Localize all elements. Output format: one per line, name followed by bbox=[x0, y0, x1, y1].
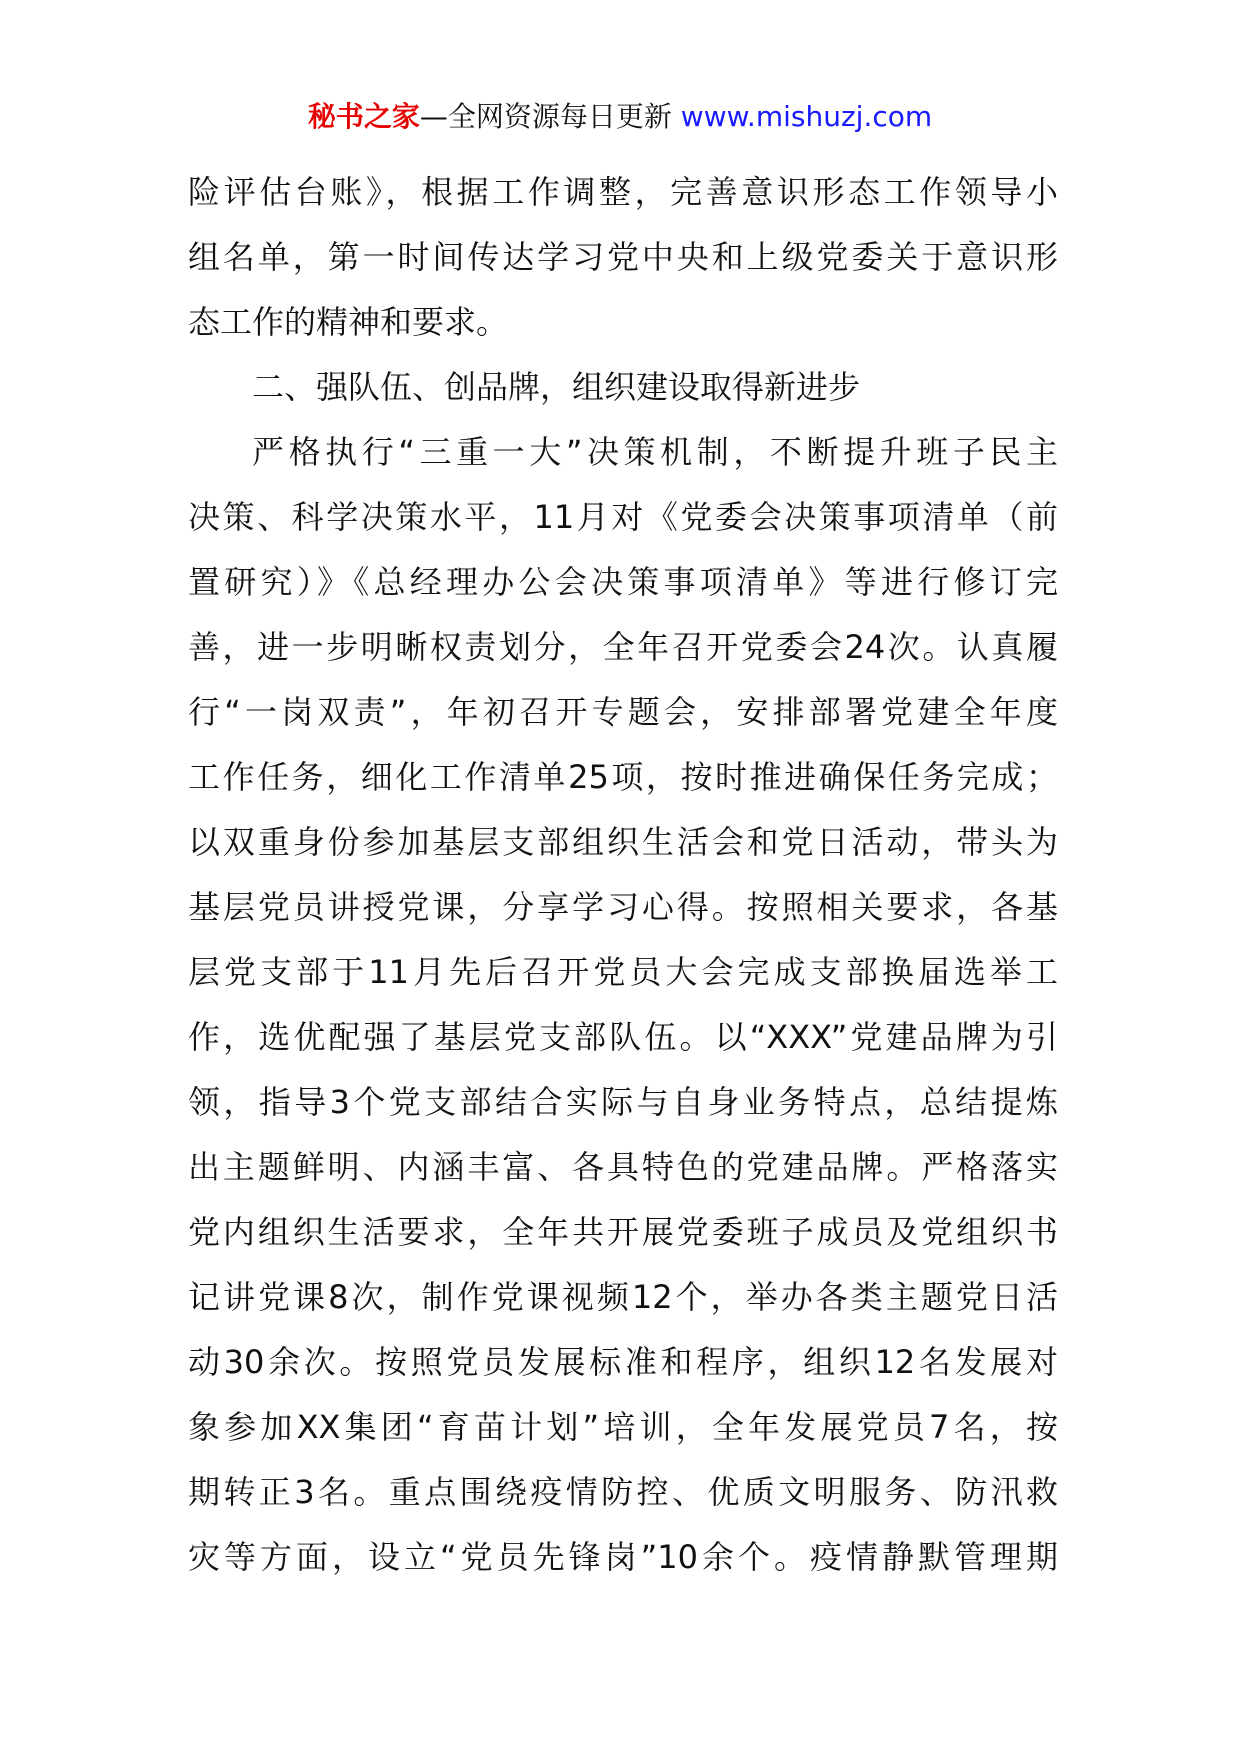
text-line: 严格执行“三重一大”决策机制，不断提升班子民主 bbox=[252, 433, 1058, 471]
text-line: 记讲党课8次，制作党课视频12个，举办各类主题党日活 bbox=[188, 1278, 1058, 1316]
text-line: 以双重身份参加基层支部组织生活会和党日活动，带头为 bbox=[188, 823, 1058, 861]
text-line: 善，进一步明晰权责划分，全年召开党委会24次。认真履 bbox=[188, 628, 1058, 666]
text-line: 作，选优配强了基层党支部队伍。以“XXX”党建品牌为引 bbox=[188, 1018, 1058, 1056]
text-line: 险评估台账》，根据工作调整，完善意识形态工作领导小 bbox=[188, 173, 1058, 211]
text-line: 灾等方面，设立“党员先锋岗”10余个。疫情静默管理期 bbox=[188, 1538, 1058, 1576]
text-line: 工作任务，细化工作清单25项，按时推进确保任务完成； bbox=[188, 758, 1058, 796]
brand-name: 秘书之家 bbox=[307, 100, 420, 133]
text-line: 出主题鲜明、内涵丰富、各具特色的党建品牌。严格落实 bbox=[188, 1148, 1058, 1186]
document-body bbox=[188, 160, 1058, 1590]
text-line: 决策、科学决策水平，11月对《党委会决策事项清单（前 bbox=[188, 498, 1058, 536]
text-line: 领，指导3个党支部结合实际与自身业务特点，总结提炼 bbox=[188, 1083, 1058, 1121]
section-heading: 二、强队伍、创品牌，组织建设取得新进步 bbox=[252, 368, 861, 406]
text-line: 层党支部于11月先后召开党员大会完成支部换届选举工 bbox=[188, 953, 1058, 991]
text-line: 党内组织生活要求，全年共开展党委班子成员及党组织书 bbox=[188, 1213, 1058, 1251]
text-line: 组名单，第一时间传达学习党中央和上级党委关于意识形 bbox=[188, 238, 1058, 276]
text-line: 期转正3名。重点围绕疫情防控、优质文明服务、防汛救 bbox=[188, 1473, 1058, 1511]
site-header bbox=[0, 98, 1240, 136]
site-url-link[interactable]: www.mishuzj.com bbox=[680, 100, 933, 133]
text-line: 行“一岗双责”，年初召开专题会，安排部署党建全年度 bbox=[188, 693, 1058, 731]
header-tagline: —全网资源每日更新 bbox=[419, 100, 672, 133]
text-line: 象参加XX集团“育苗计划”培训，全年发展党员7名，按 bbox=[188, 1408, 1058, 1446]
text-line: 态工作的精神和要求。 bbox=[188, 303, 509, 341]
text-line: 动30余次。按照党员发展标准和程序，组织12名发展对 bbox=[188, 1343, 1058, 1381]
text-line: 置研究）》《总经理办公会决策事项清单》等进行修订完 bbox=[188, 563, 1058, 601]
text-line: 基层党员讲授党课，分享学习心得。按照相关要求，各基 bbox=[188, 888, 1058, 926]
